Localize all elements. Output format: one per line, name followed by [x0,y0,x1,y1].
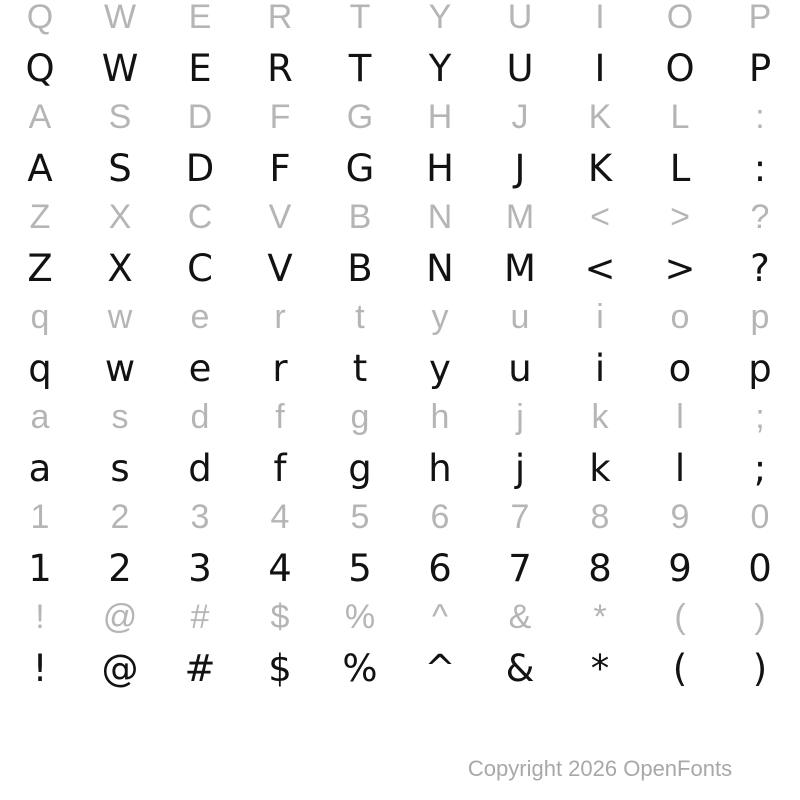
glyph-cell: K [588,98,612,136]
glyph-cell: S [108,147,132,190]
glyph-cell: N [426,247,454,290]
glyph-cell: j [516,398,524,436]
glyph-cell: : [753,147,767,190]
glyph-row-specimen [0,144,800,194]
glyph-cell: 0 [748,547,772,590]
glyph-cell: X [107,247,133,290]
glyph-cell: I [595,0,605,36]
glyph-cell: 7 [508,547,532,590]
glyph-cell: a [30,398,50,436]
glyph-cell: M [504,247,536,290]
glyph-cell: F [269,147,291,190]
glyph-cell: P [748,0,772,36]
glyph-cell: ( [674,598,686,636]
glyph-cell: d [190,398,210,436]
glyph-cell: Y [428,0,452,36]
glyph-cell: J [511,98,529,136]
glyph-cell: t [355,298,365,336]
glyph-cell: u [508,347,532,390]
glyph-cell: M [505,198,535,236]
glyph-cell: ) [754,598,766,636]
glyph-cell: R [267,47,293,90]
glyph-cell: s [111,398,129,436]
glyph-cell: Z [27,247,53,290]
glyph-cell: H [426,147,454,190]
glyph-cell: 1 [30,498,50,536]
glyph-row-specimen [0,244,800,294]
glyph-cell: < [584,247,616,290]
glyph-cell: d [188,447,212,490]
glyph-cell: @ [101,647,139,690]
glyph-cell: i [594,347,606,390]
glyph-cell: # [184,647,216,690]
glyph-cell: q [28,347,52,390]
glyph-cell: y [431,298,449,336]
glyph-cell: ^ [424,647,456,690]
glyph-cell: 8 [590,498,610,536]
glyph-cell: r [272,347,288,390]
glyph-cell: E [188,47,212,90]
glyph-cell: ) [752,647,768,690]
glyph-cell: O [666,0,694,36]
glyph-cell: h [430,398,450,436]
glyph-cell: L [669,147,691,190]
glyph-cell: > [664,247,696,290]
copyright-text: Copyright 2026 OpenFonts [467,756,733,781]
glyph-cell: 0 [750,498,770,536]
glyph-row-reference [0,192,800,242]
glyph-cell: X [108,198,132,236]
glyph-cell: N [427,198,453,236]
glyph-row-reference [0,292,800,342]
glyph-cell: G [345,147,375,190]
glyph-row-reference [0,392,800,442]
glyph-cell: 5 [350,498,370,536]
glyph-cell: B [348,198,372,236]
glyph-cell: G [346,98,374,136]
glyph-cell: 3 [190,498,210,536]
glyph-cell: W [103,0,137,36]
glyph-cell: U [507,0,533,36]
glyph-row-reference [0,0,800,42]
glyph-cell: 9 [668,547,692,590]
glyph-cell: K [587,147,613,190]
glyph-cell: % [344,598,376,636]
glyph-cell: 2 [110,498,130,536]
glyph-cell: s [110,447,130,490]
glyph-cell: g [348,447,372,490]
glyph-cell: h [428,447,452,490]
glyph-cell: O [665,47,695,90]
glyph-cell: V [267,247,293,290]
glyph-cell: C [187,247,213,290]
glyph-cell: i [596,298,604,336]
glyph-cell: * [593,598,607,636]
glyph-cell: r [274,298,286,336]
glyph-cell: U [506,47,534,90]
glyph-cell: 8 [588,547,612,590]
glyph-cell: 4 [268,547,292,590]
glyph-cell: ? [750,198,770,236]
glyph-row-reference [0,92,800,142]
glyph-cell: S [108,98,132,136]
glyph-row-specimen [0,44,800,94]
glyph-cell: P [748,47,772,90]
glyph-cell: % [342,647,378,690]
glyph-cell: ! [32,647,48,690]
glyph-cell: & [505,647,535,690]
glyph-cell: W [101,47,139,90]
glyph-cell: ^ [432,598,448,636]
glyph-cell: w [104,347,136,390]
glyph-cell: Y [428,47,452,90]
glyph-row-specimen [0,544,800,594]
glyph-cell: t [352,347,368,390]
glyph-cell: > [670,198,690,236]
glyph-cell: l [674,447,686,490]
glyph-cell: Q [25,47,55,90]
glyph-cell: f [275,398,285,436]
glyph-cell: o [668,347,692,390]
glyph-cell: 3 [188,547,212,590]
glyph-cell: R [267,0,293,36]
glyph-cell: * [590,647,610,690]
glyph-cell: : [755,98,765,136]
glyph-cell: u [510,298,530,336]
glyph-cell: D [187,98,213,136]
glyph-cell: # [190,598,210,636]
glyph-cell: ; [753,447,767,490]
glyph-cell: w [107,298,133,336]
glyph-cell: I [594,47,606,90]
glyph-cell: 9 [670,498,690,536]
glyph-cell: p [750,298,770,336]
glyph-cell: Q [26,0,54,36]
glyph-cell: Z [29,198,51,236]
glyph-cell: B [347,247,373,290]
glyph-cell: k [591,398,609,436]
glyph-cell: $ [268,647,292,690]
glyph-row-specimen [0,644,800,694]
glyph-cell: J [514,147,526,190]
glyph-cell: l [676,398,684,436]
glyph-cell: q [30,298,50,336]
glyph-cell: ? [750,247,770,290]
glyph-cell: a [28,447,52,490]
glyph-cell: e [188,347,212,390]
glyph-cell: 6 [430,498,450,536]
glyph-cell: j [514,447,526,490]
glyph-cell: y [429,347,451,390]
glyph-cell: T [349,0,371,36]
glyph-cell: @ [102,598,138,636]
glyph-cell: 7 [510,498,530,536]
glyph-cell: V [268,198,292,236]
glyph-cell: H [427,98,453,136]
glyph-cell: E [188,0,212,36]
glyph-row-reference [0,492,800,542]
glyph-cell: g [350,398,370,436]
glyph-cell: C [187,198,213,236]
glyph-cell: k [589,447,611,490]
glyph-cell: T [348,47,372,90]
glyph-cell: e [190,298,210,336]
glyph-row-specimen [0,444,800,494]
glyph-row-specimen [0,344,800,394]
glyph-cell: 2 [108,547,132,590]
glyph-cell: 1 [28,547,52,590]
glyph-cell: f [273,447,287,490]
glyph-row-reference [0,592,800,642]
glyph-cell: p [748,347,772,390]
glyph-cell: $ [270,598,290,636]
glyph-cell: A [27,147,53,190]
glyph-cell: o [670,298,690,336]
glyph-cell: < [590,198,610,236]
glyph-cell: F [269,98,291,136]
glyph-cell: 6 [428,547,452,590]
glyph-cell: L [670,98,690,136]
glyph-cell: D [185,147,215,190]
glyph-cell: 4 [270,498,290,536]
glyph-cell: & [508,598,532,636]
glyph-cell: ( [672,647,688,690]
glyph-cell: ; [755,398,765,436]
glyph-cell: A [28,98,52,136]
glyph-cell: 5 [348,547,372,590]
glyph-cell: ! [35,598,45,636]
